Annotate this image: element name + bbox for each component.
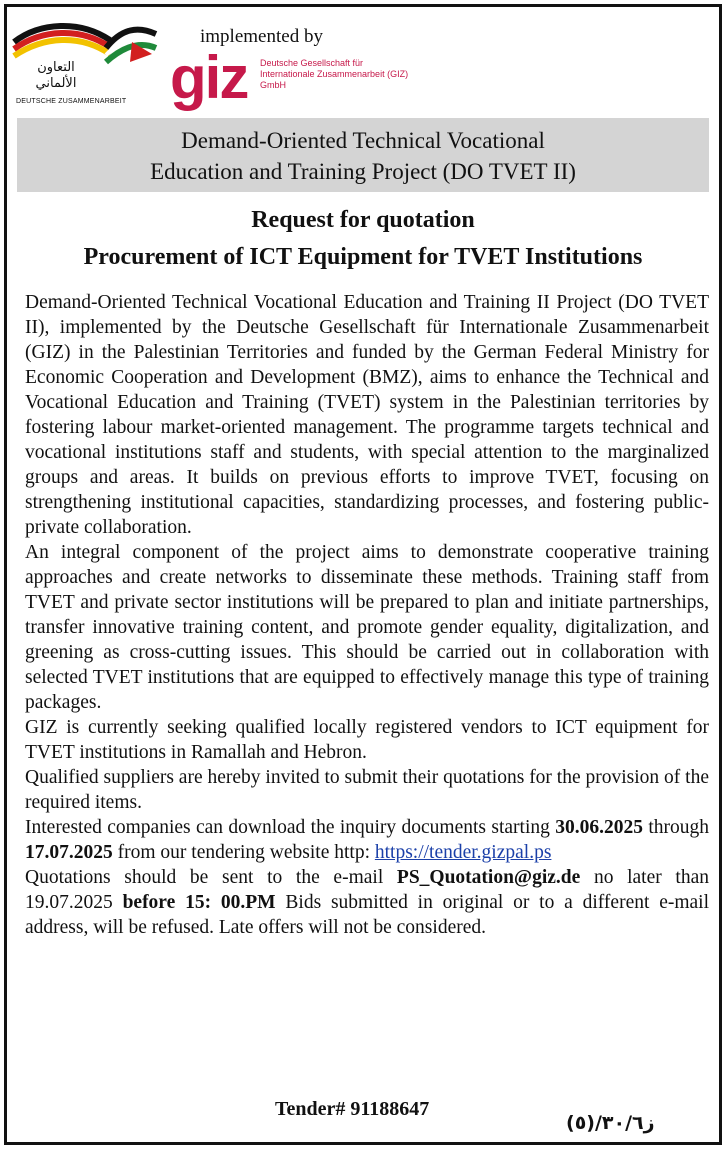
arabic-cooperation-text: التعاون الألماني <box>35 60 77 91</box>
paragraph-submission <box>25 865 709 940</box>
project-name-banner <box>17 118 709 192</box>
tender-number: Tender# 91188647 <box>275 1098 430 1120</box>
announcement-body <box>25 290 709 940</box>
title-line-1: Request for quotation <box>251 207 475 233</box>
page-title <box>17 202 709 276</box>
deutsche-zusammenarbeit-label: DEUTSCHE ZUSAMMENARBEIT <box>16 98 127 105</box>
submission-text-mid: no later than 19.07.2025 <box>25 867 709 913</box>
project-name-line-2: Education and Training Project (DO TVET II) <box>150 159 576 184</box>
project-name-line-1: Demand-Oriented Technical Vocational <box>181 128 545 153</box>
paragraph-intro: Demand-Oriented Technical Vocational Education and Training II Project (DO TVET II), implemented by the Deutsche Gesellschaft für Internationale Zusammenarbeit (GIZ) in the Palestinian Territories and funded by the German Federal Ministry for Economic Cooperation and Development (BMZ), aims to enhance the Technical and Vocational Education and Training (TVET) system in the Palestinian territories by fostering labour market-oriented management. The programme targets technical and vocational institutions staff and students, with special attention to the marginalized groups and areas. It builds on previous efforts to improve TVET, focusing on strengthening institutional capacities, standardizing processes, and fostering public-private collaboration. <box>25 292 709 538</box>
quotation-email: PS_Quotation@giz.de <box>396 867 581 888</box>
submission-text-start: Quotations should be sent to the e-mail <box>25 867 384 888</box>
paragraph-download <box>25 815 709 865</box>
header <box>10 16 710 111</box>
title-line-2: Procurement of ICT Equipment for TVET Institutions <box>83 244 643 270</box>
german-cooperation-logo <box>10 18 160 110</box>
start-date: 30.06.2025 <box>555 817 643 838</box>
giz-full-name: Deutsche Gesellschaft für Internationale Zusammenarbeit (GIZ) GmbH <box>260 58 409 90</box>
tender-website-link[interactable]: https://tender.gizpal.ps <box>374 842 552 863</box>
paragraph-component: An integral component of the project aims to demonstrate cooperative training approaches and create networks to disseminate these methods. Training staff from TVET and private sector institutions will be prepared to plan and initiate partnerships, transfer innovative training content, and promote gender equality, digitalization, and greening as cross-cutting issues. This should be carried out in collaboration with selected TVET institutions that are equipped to effectively manage this type of training packages. <box>25 542 709 713</box>
implemented-by-label: implemented by <box>200 26 323 47</box>
paragraph-invitation: Qualified suppliers are hereby invited to submit their quotations for the provision of the required items. <box>25 767 709 813</box>
giz-logo-wordmark: giz <box>170 44 248 111</box>
submission-text-end: Bids submitted in original or to a different e-mail address, will be refused. Late offers will not be considered. <box>25 892 710 938</box>
download-text-end: from our tendering website http: <box>117 842 370 863</box>
end-date: 17.07.2025 <box>25 842 113 863</box>
download-text-start: Interested companies can download the inquiry documents starting <box>25 817 550 838</box>
ad-reference-code: ز٣٠/٦/(٥) <box>566 1112 655 1134</box>
paragraph-seeking: GIZ is currently seeking qualified locally registered vendors to ICT equipment for TVET institutions in Ramallah and Hebron. <box>25 717 709 763</box>
deadline-time: before 15: 00.PM <box>122 892 276 913</box>
through-text: through <box>648 817 710 838</box>
